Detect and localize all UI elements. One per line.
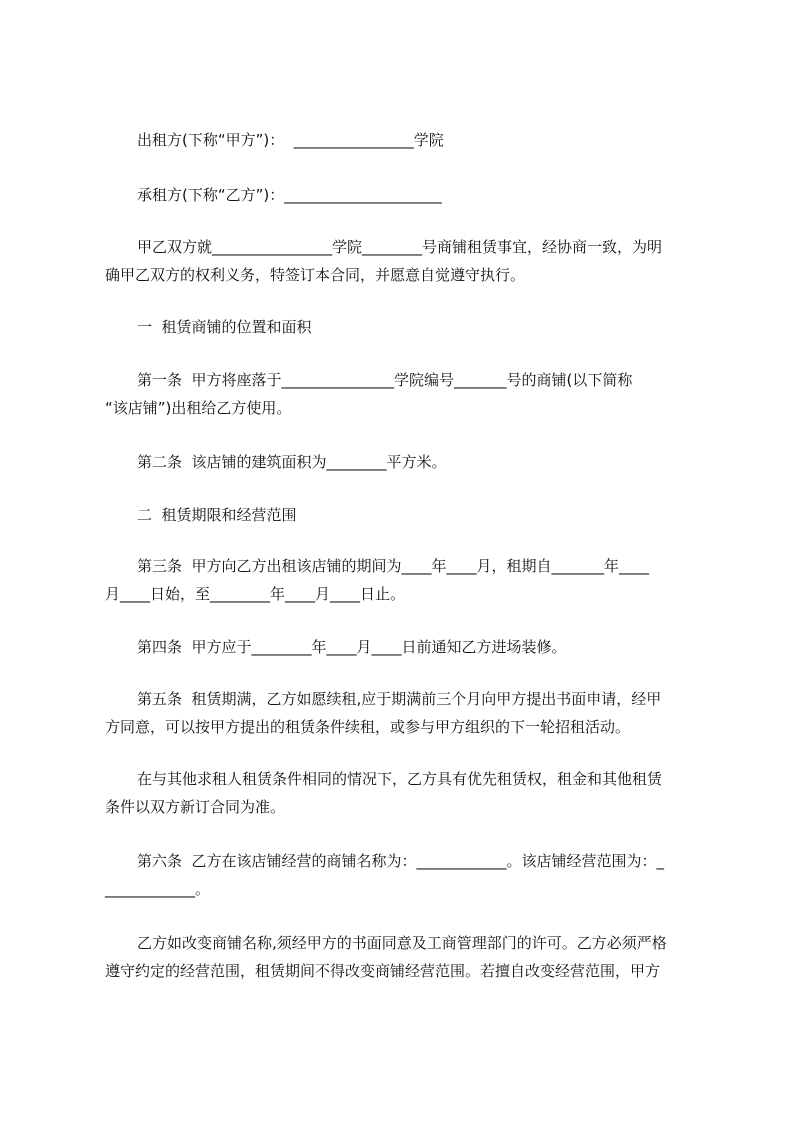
name-change-line-1: 乙方如改变商铺名称,须经甲方的书面同意及工商管理部门的许可。乙方必须严格 xyxy=(137,934,667,952)
article-3-line-1: 第三条 甲方向乙方出租该店铺的期间为____年____月，租期自_______年____ xyxy=(137,557,650,575)
article-2-text: 第二条 该店铺的建筑面积为________平方米。 xyxy=(137,453,447,471)
article-2 xyxy=(137,448,737,476)
article-1-line-1: 第一条 甲方将座落于_______________学院编号_______号的商铺(以下简称 xyxy=(137,371,633,389)
article-6 xyxy=(105,847,705,903)
priority-line-2: 条件以双方新订合同为准。 xyxy=(105,798,286,816)
lessor-line xyxy=(137,126,737,154)
article-6-line-1: 第六条 乙方在该店铺经营的商铺名称为：____________。该店铺经营范围为：_ xyxy=(137,852,665,870)
article-5 xyxy=(105,685,705,741)
name-change-clause xyxy=(105,929,705,985)
section-1-title xyxy=(137,313,737,341)
lessor-text: 出租方(下称“甲方”)： ________________学院 xyxy=(137,131,444,149)
article-4 xyxy=(137,633,737,661)
intro-line-2: 确甲乙双方的权利义务，特签订本合同，并愿意自觉遵守执行。 xyxy=(105,266,526,284)
article-1 xyxy=(105,366,705,422)
intro-line-1: 甲乙双方就________________学院________号商铺租赁事宜，经协商一致，为明 xyxy=(137,238,663,256)
article-3 xyxy=(105,552,705,608)
lessee-line xyxy=(137,181,737,209)
article-5-line-2: 方同意，可以按甲方提出的租赁条件续租，或参与甲方组织的下一轮招租活动。 xyxy=(105,718,631,736)
article-3-line-2: 月____日始，至________年____月____日止。 xyxy=(105,585,406,603)
priority-clause xyxy=(105,765,705,821)
section-2-title-text: 二 租赁期限和经营范围 xyxy=(137,506,297,524)
article-5-line-1: 第五条 租赁期满，乙方如愿续租,应于期满前三个月向甲方提出书面申请，经甲 xyxy=(137,690,662,708)
priority-line-1: 在与其他求租人租赁条件相同的情况下，乙方具有优先租赁权，租金和其他租赁 xyxy=(137,770,663,788)
article-1-line-2: “该店铺”)出租给乙方使用。 xyxy=(105,399,292,417)
section-1-title-text: 一 租赁商铺的位置和面积 xyxy=(137,318,312,336)
intro-paragraph xyxy=(105,233,705,289)
article-6-line-2: ____________。 xyxy=(105,880,211,898)
lessee-text: 承租方(下称“乙方”)：_____________________ xyxy=(137,186,442,204)
section-2-title xyxy=(137,501,737,529)
name-change-line-2: 遵守约定的经营范围，租赁期间不得改变商铺经营范围。若擅自改变经营范围，甲方 xyxy=(105,962,661,980)
article-4-text: 第四条 甲方应于________年____月____日前通知乙方进场装修。 xyxy=(137,638,567,656)
